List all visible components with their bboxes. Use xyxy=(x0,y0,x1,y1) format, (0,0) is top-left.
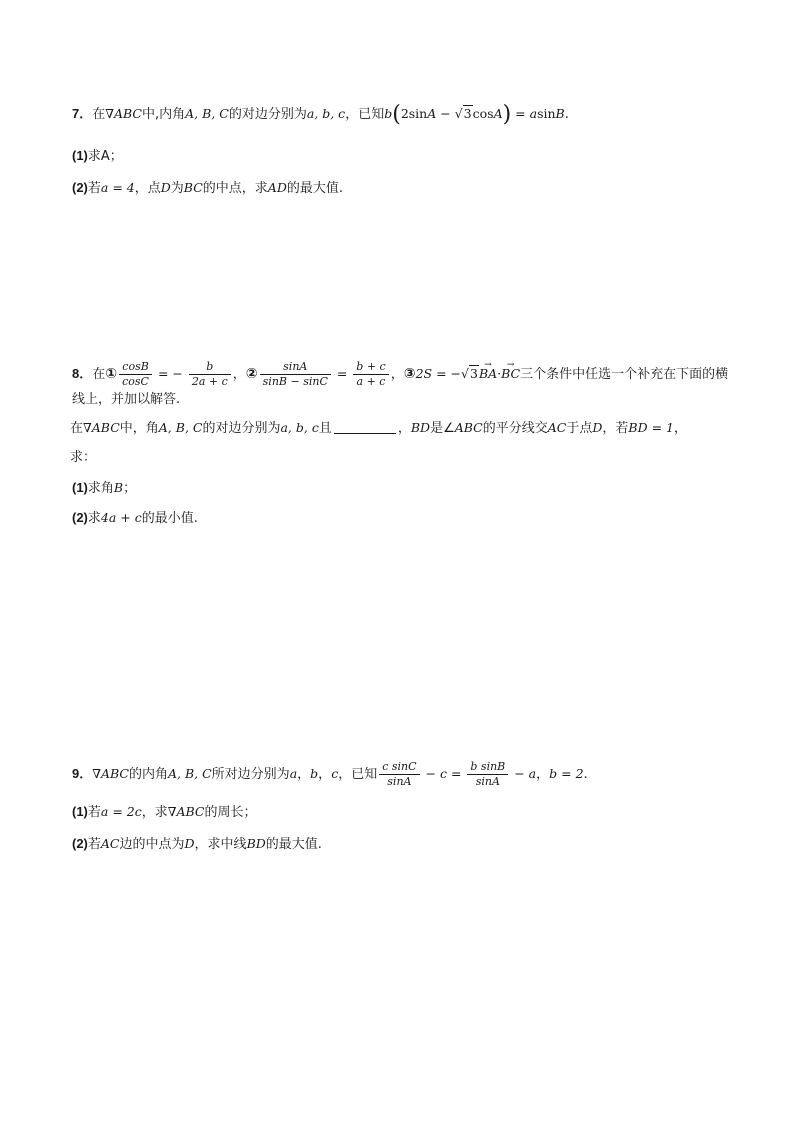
problem-8-part-1 xyxy=(72,478,136,499)
math-expr: a = 4 xyxy=(100,180,135,195)
text: 三个条件中任选一个补充在下面的横 xyxy=(520,367,729,382)
fraction xyxy=(189,360,231,389)
math-var: D xyxy=(592,420,603,435)
text: 求： xyxy=(70,450,97,465)
math-var: D xyxy=(184,836,195,851)
math-angles: A, B, C xyxy=(158,420,203,435)
math-var: AD xyxy=(267,180,287,195)
text: 求 xyxy=(87,511,101,526)
math-var: a xyxy=(529,106,538,121)
text: 且 xyxy=(318,421,332,436)
math-expr: 2S = − xyxy=(415,366,462,381)
math-var: c xyxy=(331,766,339,781)
paren-close: ) xyxy=(502,102,512,127)
problem-9-part-2 xyxy=(72,834,322,855)
math-var: ABC xyxy=(454,420,483,435)
text: 所对边分别为 xyxy=(211,767,290,782)
math-sides: a, b, c xyxy=(280,420,319,435)
part-label: (1) xyxy=(72,148,88,163)
text: ，已知 xyxy=(338,767,378,782)
math-var: AC xyxy=(547,420,567,435)
vector: → BC xyxy=(501,364,520,384)
text: 中,内角 xyxy=(142,107,186,122)
problem-9-statement xyxy=(72,760,588,789)
math-triangle: ∇ABC xyxy=(167,804,205,819)
problem-8-statement-line-3 xyxy=(70,418,687,439)
fraction xyxy=(379,760,419,789)
text: 的中点，求 xyxy=(202,181,268,196)
math-var: a xyxy=(289,766,298,781)
problem-8-part-2 xyxy=(72,508,198,529)
math-var: A xyxy=(493,106,503,121)
fraction-denominator: sinA xyxy=(379,774,419,789)
math-op: · xyxy=(497,366,502,381)
math-var: BC xyxy=(183,180,203,195)
text: 的最大值. xyxy=(286,181,343,196)
part-label: (2) xyxy=(72,836,88,851)
text: ， xyxy=(232,367,246,382)
fraction-numerator: c sinC xyxy=(382,760,417,773)
problem-number: 8． xyxy=(72,366,93,381)
math-expr: 4a + c xyxy=(100,510,142,525)
fraction-numerator: b + c xyxy=(356,360,386,373)
math-func: 2sin xyxy=(400,106,428,121)
text: 是∠ xyxy=(430,421,455,436)
text: 的平分线交 xyxy=(482,421,548,436)
fraction-numerator: sinA xyxy=(283,360,308,373)
sqrt: √3 xyxy=(461,366,478,381)
text: . xyxy=(564,107,569,122)
problem-8-statement-line-1 xyxy=(72,360,728,389)
text: 的对边分别为 xyxy=(202,421,281,436)
text: 若 xyxy=(87,837,101,852)
math-expr: − a xyxy=(510,766,537,781)
part-label: (1) xyxy=(72,480,88,495)
fraction-denominator: 2a + c xyxy=(189,374,231,389)
text: . xyxy=(583,767,588,782)
math-op: = xyxy=(332,366,352,381)
text: ，求中线 xyxy=(194,837,247,852)
math-var: B xyxy=(113,480,124,495)
condition-marker-1: ① xyxy=(105,366,118,382)
math-triangle: ∇ABC xyxy=(105,106,142,121)
fraction-numerator: b sinB xyxy=(470,760,506,773)
text: ， xyxy=(536,767,550,782)
part-label: (2) xyxy=(72,510,88,525)
math-sides: a, b, c xyxy=(306,106,346,121)
fill-in-blank xyxy=(334,433,396,434)
problem-7-statement xyxy=(72,104,569,125)
fraction-denominator: sinA xyxy=(467,774,508,789)
problem-7-part-2 xyxy=(72,178,343,199)
part-label: (2) xyxy=(72,180,88,195)
problem-number: 9． xyxy=(72,766,93,781)
text: 在 xyxy=(92,367,106,382)
text: 的内角 xyxy=(128,767,168,782)
text: 于点 xyxy=(566,421,593,436)
text: ， xyxy=(674,421,688,436)
fraction-numerator: cosB xyxy=(122,360,149,373)
math-angles: A, B, C xyxy=(168,766,212,781)
text: 的最大值. xyxy=(265,837,322,852)
text: 为 xyxy=(170,181,184,196)
fraction-denominator: sinB − sinC xyxy=(260,374,331,389)
part-label: (1) xyxy=(72,804,88,819)
math-var: AC xyxy=(100,836,120,851)
paren-open: ( xyxy=(392,102,401,127)
math-expr: − c = xyxy=(421,766,466,781)
math-angles: A, B, C xyxy=(185,106,229,121)
text: ，求 xyxy=(141,805,168,820)
math-expr: a = 2c xyxy=(100,804,142,819)
fraction-denominator: a + c xyxy=(353,374,388,389)
text: 的对边分别为 xyxy=(228,107,307,122)
sqrt: √3 xyxy=(454,106,472,121)
math-var: b xyxy=(384,106,393,121)
math-triangle: ∇ABC xyxy=(92,766,129,781)
math-func: sin xyxy=(537,106,556,121)
sqrt-radicand: 3 xyxy=(469,366,478,381)
math-op: − xyxy=(436,106,455,121)
condition-marker-3: ③ xyxy=(403,366,416,382)
text: ， xyxy=(397,421,411,436)
text: ，若 xyxy=(602,421,629,436)
text: 若 xyxy=(87,181,101,196)
math-var: b xyxy=(310,766,319,781)
math-op: = xyxy=(511,106,530,121)
problem-9-part-1 xyxy=(72,802,257,823)
math-triangle: ∇ABC xyxy=(83,420,120,435)
text: 在 xyxy=(70,421,84,436)
text: ， xyxy=(318,767,332,782)
problem-number: 7． xyxy=(72,106,93,121)
text: ， xyxy=(390,367,404,382)
text: 中，角 xyxy=(119,421,159,436)
problem-7-part-1 xyxy=(72,146,123,167)
text: 求A； xyxy=(87,149,123,164)
text: ； xyxy=(123,481,137,496)
text: ，已知 xyxy=(345,107,385,122)
text: 边的中点为 xyxy=(119,837,185,852)
text: 的最小值. xyxy=(141,511,198,526)
vector: → BA xyxy=(479,364,497,384)
text: 求角 xyxy=(87,481,114,496)
text: ， xyxy=(297,767,311,782)
text: 若 xyxy=(87,805,101,820)
math-var: D xyxy=(160,180,171,195)
sqrt-radicand: 3 xyxy=(463,106,472,121)
math-var: B xyxy=(555,106,565,121)
fraction-denominator: cosC xyxy=(119,374,152,389)
math-func: cos xyxy=(472,106,494,121)
text: ，点 xyxy=(134,181,161,196)
fraction xyxy=(119,360,152,389)
condition-marker-2: ② xyxy=(245,366,258,382)
text: 的周长； xyxy=(204,805,257,820)
fraction-numerator: b xyxy=(206,360,214,373)
math-expr: BD = 1 xyxy=(628,420,675,435)
fraction xyxy=(260,360,331,389)
problem-8-statement-line-4 xyxy=(70,448,96,468)
math-var: A xyxy=(427,106,437,121)
math-op: = − xyxy=(153,366,187,381)
text: 在 xyxy=(92,107,106,122)
math-var: BD xyxy=(410,420,431,435)
math-expr: b = 2 xyxy=(549,766,584,781)
fraction xyxy=(353,360,388,389)
problem-8-statement-line-2 xyxy=(72,390,180,410)
math-var: BD xyxy=(246,836,266,851)
text: 线上，并加以解答. xyxy=(72,392,181,407)
fraction xyxy=(467,760,508,789)
